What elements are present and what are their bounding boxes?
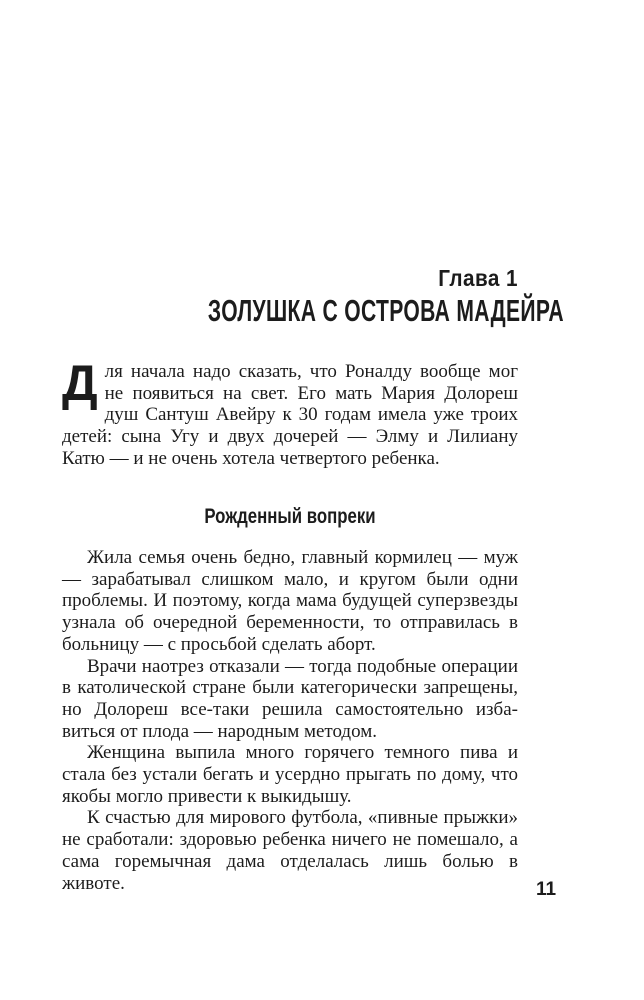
page-number: 11 [536, 879, 557, 900]
body-paragraph: Женщина выпила много горячего темного пива и стала без устали бегать и усердно прыгать по дому, что якобы могло привести к выкидышу. [62, 742, 518, 807]
body-paragraph: К счастью для мирового футбола, «пивные прыжки» не сработали: здоровью ребенка ничего не помешало, а сама горемычная дама отделалась лишь болью в животе. [62, 807, 518, 894]
chapter-heading [62, 265, 564, 328]
chapter-kicker: Глава 1 [438, 265, 518, 291]
section-heading: Рожденный вопреки [204, 505, 376, 528]
lead-paragraph-text: ля начала надо сказать, что Роналду вообще мог не появиться на свет. Его мать Мария Долореш душ Сантуш Авейру к 30 годам имела уже троих детей: сына Угу и двух дочерей — Элму и Лилиану Катю — и не очень хотела четвертого ребенка. [62, 361, 518, 469]
lead-paragraph [62, 355, 518, 470]
drop-cap: Д [62, 355, 98, 411]
body-paragraph: Врачи наотрез отказали — тогда подобные операции в католической стране были категорически запрещены, но Долореш все-таки решила самостоятельно избавиться от плода — народным методом. [62, 655, 518, 742]
body-text [62, 547, 518, 894]
chapter-title: ЗОЛУШКА С ОСТРОВА МАДЕЙРА [207, 293, 564, 328]
body-paragraph: Жила семья очень бедно, главный кормилец — муж — зарабатывал слишком мало, и кругом были одни проблемы. И поэтому, когда мама будущей суперзвезды узнала об очередной беременности, то отправилась в больницу — с просьбой сделать аборт. [62, 547, 518, 655]
